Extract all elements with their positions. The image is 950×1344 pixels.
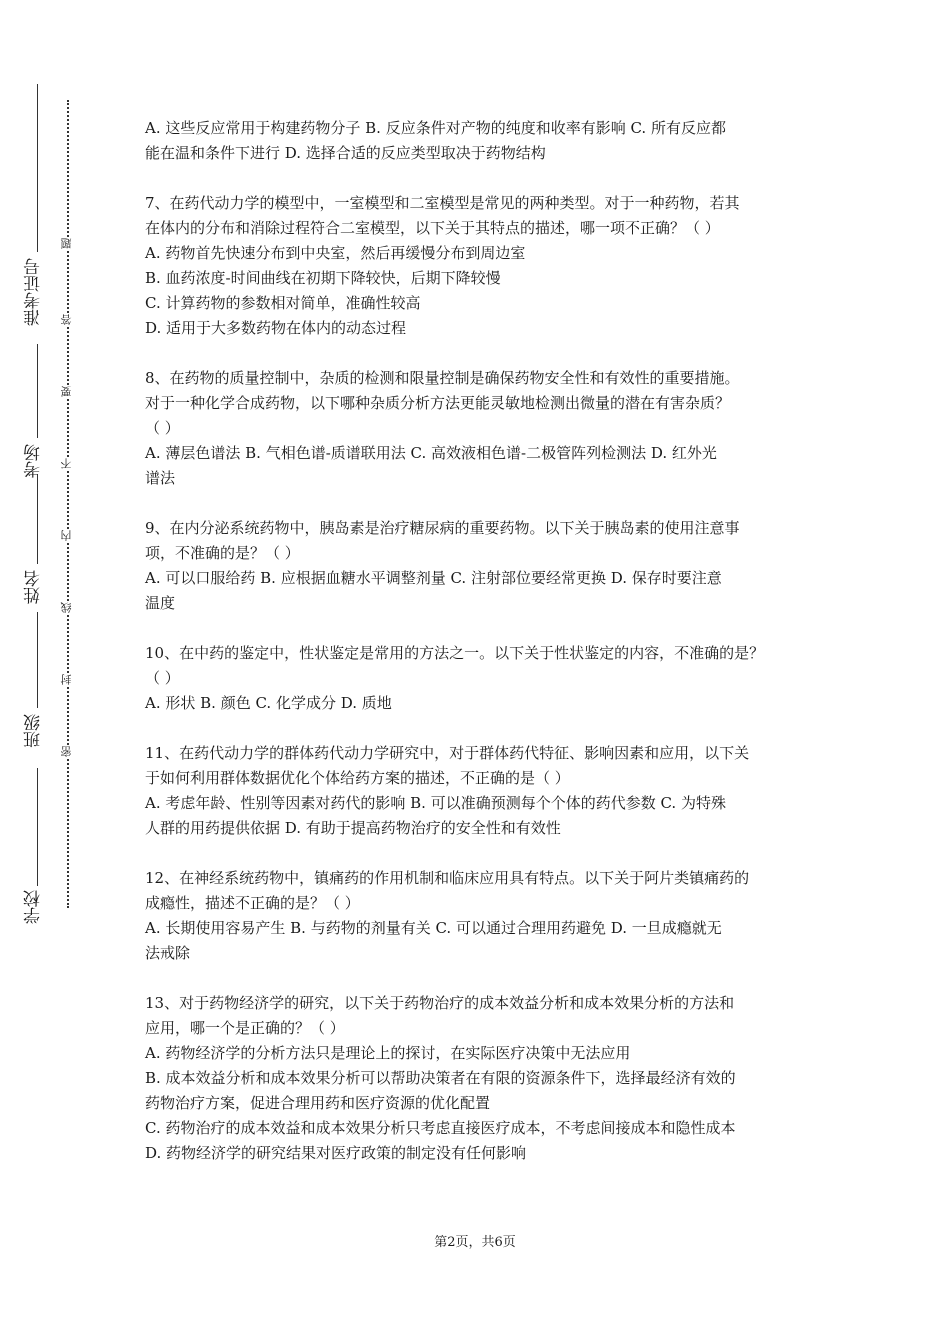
question-stem: 8、在药物的质量控制中，杂质的检测和限量控制是确保药物安全性和有效性的重要措施。: [145, 369, 740, 387]
seal-char: 封: [60, 674, 73, 685]
field-line: [37, 344, 38, 438]
question-stem: 7、在药代动力学的模型中，一室模型和二室模型是常见的两种类型。对于一种药物，若其: [145, 194, 740, 212]
option-c: C. 药物治疗的成本效益和成本效果分析只考虑直接医疗成本，不考虑间接成本和隐性成本: [145, 1119, 736, 1137]
seal-char: 不: [60, 458, 73, 469]
seal-char: 密: [60, 746, 73, 757]
question-stem: 9、在内分泌系统药物中，胰岛素是治疗糖尿病的重要药物。以下关于胰岛素的使用注意事: [145, 519, 740, 537]
question-stem: 应用，哪一个是正确的？（ ）: [145, 1019, 345, 1037]
question-content: [145, 116, 815, 1191]
question-stem: 于如何利用群体数据优化个体给药方案的描述，不正确的是（ ）: [145, 769, 570, 787]
binding-margin: [0, 0, 100, 1344]
option-b: B. 成本效益分析和成本效果分析可以帮助决策者在有限的资源条件下，选择最经济有效的: [145, 1069, 736, 1087]
question-stem: 成瘾性，描述不正确的是？（ ）: [145, 894, 360, 912]
question-stem: 项，不准确的是？（ ）: [145, 544, 300, 562]
seal-char: 要: [60, 386, 73, 397]
option-b: B. 血药浓度-时间曲线在初期下降较快，后期下降较慢: [145, 269, 501, 287]
question-8: [145, 366, 815, 491]
field-line: [37, 474, 38, 564]
options-line: A. 形状 B. 颜色 C. 化学成分 D. 质地: [145, 694, 392, 712]
options-line: 人群的用药提供依据 D. 有助于提高药物治疗的安全性和有效性: [145, 819, 561, 837]
text-line: A. 这些反应常用于构建药物分子 B. 反应条件对产物的纯度和收率有影响 C. 所有反应都: [145, 119, 726, 137]
options-line: A. 薄层色谱法 B. 气相色谱-质谱联用法 C. 高效液相色谱-二极管阵列检测法 D. 红外光: [145, 444, 717, 462]
question-6-options: [145, 116, 815, 166]
seal-char: 内: [60, 530, 73, 541]
options-line: 温度: [145, 594, 176, 612]
question-13: [145, 991, 815, 1166]
field-label-school: 学校: [24, 890, 44, 924]
field-line: [37, 84, 38, 252]
options-line: 谱法: [145, 469, 176, 487]
options-line: A. 长期使用容易产生 B. 与药物的剂量有关 C. 可以通过合理用药避免 D. 一旦成瘾就无: [145, 919, 722, 937]
text-line: 能在温和条件下进行 D. 选择合适的反应类型取决于药物结构: [145, 144, 546, 162]
seal-char: 线: [60, 602, 73, 613]
option-a: A. 药物首先快速分布到中央室，然后再缓慢分布到周边室: [145, 244, 526, 262]
question-stem: 对于一种化学合成药物，以下哪种杂质分析方法更能灵敏地检测出微量的潜在有害杂质？: [145, 394, 731, 412]
answer-bracket: （ ）: [145, 419, 180, 437]
options-line: A. 考虑年龄、性别等因素对药代的影响 B. 可以准确预测每个个体的药代参数 C. 为特殊: [145, 794, 726, 812]
field-line: [37, 612, 38, 708]
seal-dotted-line: [67, 100, 69, 908]
field-line: [37, 768, 38, 886]
option-d: D. 药物经济学的研究结果对医疗政策的制定没有任何影响: [145, 1144, 527, 1162]
question-9: [145, 516, 815, 616]
field-label-name: 姓名: [24, 570, 44, 604]
option-a: A. 药物经济学的分析方法只是理论上的探讨，在实际医疗决策中无法应用: [145, 1044, 631, 1062]
question-10: [145, 641, 815, 716]
field-label-exam-room: 考场: [24, 444, 44, 478]
field-label-class: 班级: [24, 714, 44, 748]
question-12: [145, 866, 815, 966]
options-line: 法戒除: [145, 944, 191, 962]
option-c: C. 计算药物的参数相对简单，准确性较高: [145, 294, 421, 312]
options-line: A. 可以口服给药 B. 应根据血糖水平调整剂量 C. 注射部位要经常更换 D. 保存时要注意: [145, 569, 722, 587]
option-b-cont: 药物治疗方案，促进合理用药和医疗资源的优化配置: [145, 1094, 491, 1112]
page-number: 第2页，共6页: [434, 1235, 516, 1250]
question-stem: 11、在药代动力学的群体药代动力学研究中，对于群体药代特征、影响因素和应用，以下关: [145, 744, 750, 762]
seal-char: 题: [60, 238, 73, 249]
field-label-exam-number: 准考证号: [24, 258, 44, 326]
question-stem: 在体内的分布和消除过程符合二室模型，以下关于其特点的描述，哪一项不正确？（ ）: [145, 219, 720, 237]
question-stem: 12、在神经系统药物中，镇痛药的作用机制和临床应用具有特点。以下关于阿片类镇痛药的: [145, 869, 750, 887]
seal-char: 答: [60, 314, 73, 325]
question-stem: 10、在中药的鉴定中，性状鉴定是常用的方法之一。以下关于性状鉴定的内容，不准确的是？: [145, 644, 765, 662]
question-7: [145, 191, 815, 341]
question-11: [145, 741, 815, 841]
option-d: D. 适用于大多数药物在体内的动态过程: [145, 319, 407, 337]
answer-bracket: （ ）: [145, 669, 180, 687]
question-stem: 13、对于药物经济学的研究，以下关于药物治疗的成本效益分析和成本效果分析的方法和: [145, 994, 735, 1012]
